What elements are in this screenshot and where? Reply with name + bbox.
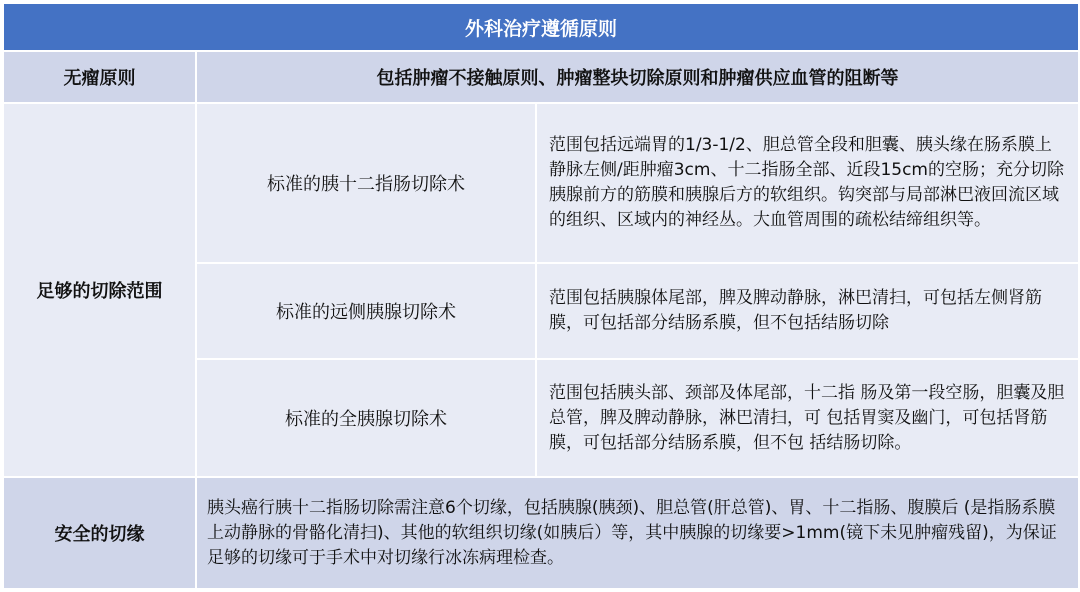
safe-margin-label: 安全的切缘 xyxy=(3,477,196,589)
procedure-name: 标准的全胰腺切除术 xyxy=(196,359,536,477)
no-tumor-label: 无瘤原则 xyxy=(3,51,196,103)
procedure-description: 范围包括胰头部、颈部及体尾部，十二指 肠及第一段空肠，胆囊及胆总管，脾及脾动静脉，淋巴清扫，可 包括胃窦及幽门，可包括肾筋膜，可包括部分结肠系膜，但不包 括结肠切除。 xyxy=(536,359,1079,477)
surgical-principles-table xyxy=(2,2,1080,590)
safe-margin-content: 胰头癌行胰十二指肠切除需注意6个切缘，包括胰腺(胰颈)、胆总管(肝总管)、胃、十二指肠、腹膜后 (是指肠系膜上动静脉的骨骼化清扫)、其他的软组织切缘(如胰后）等，其中胰腺的切缘要>1mm(镜下未见肿瘤残留)，为保证足够的切缘可于手术中对切缘行冰冻病理检查。 xyxy=(196,477,1079,589)
procedure-name: 标准的远侧胰腺切除术 xyxy=(196,263,536,359)
procedure-description: 范围包括胰腺体尾部，脾及脾动静脉，淋巴清扫，可包括左侧肾筋膜，可包括部分结肠系膜，但不包括结肠切除 xyxy=(536,263,1079,359)
procedure-name: 标准的胰十二指肠切除术 xyxy=(196,103,536,263)
resection-scope-label: 足够的切除范围 xyxy=(3,103,196,477)
procedure-description: 范围包括远端胃的1/3-1/2、胆总管全段和胆囊、胰头缘在肠系膜上静脉左侧/距肿瘤3cm、十二指肠全部、近段15cm的空肠；充分切除胰腺前方的筋膜和胰腺后方的软组织。钩突部与局部淋巴液回流区域的组织、区域内的神经丛。大血管周围的疏松结缔组织等。 xyxy=(536,103,1079,263)
table-title: 外科治疗遵循原则 xyxy=(3,3,1079,51)
no-tumor-content: 包括肿瘤不接触原则、肿瘤整块切除原则和肿瘤供应血管的阻断等 xyxy=(196,51,1079,103)
